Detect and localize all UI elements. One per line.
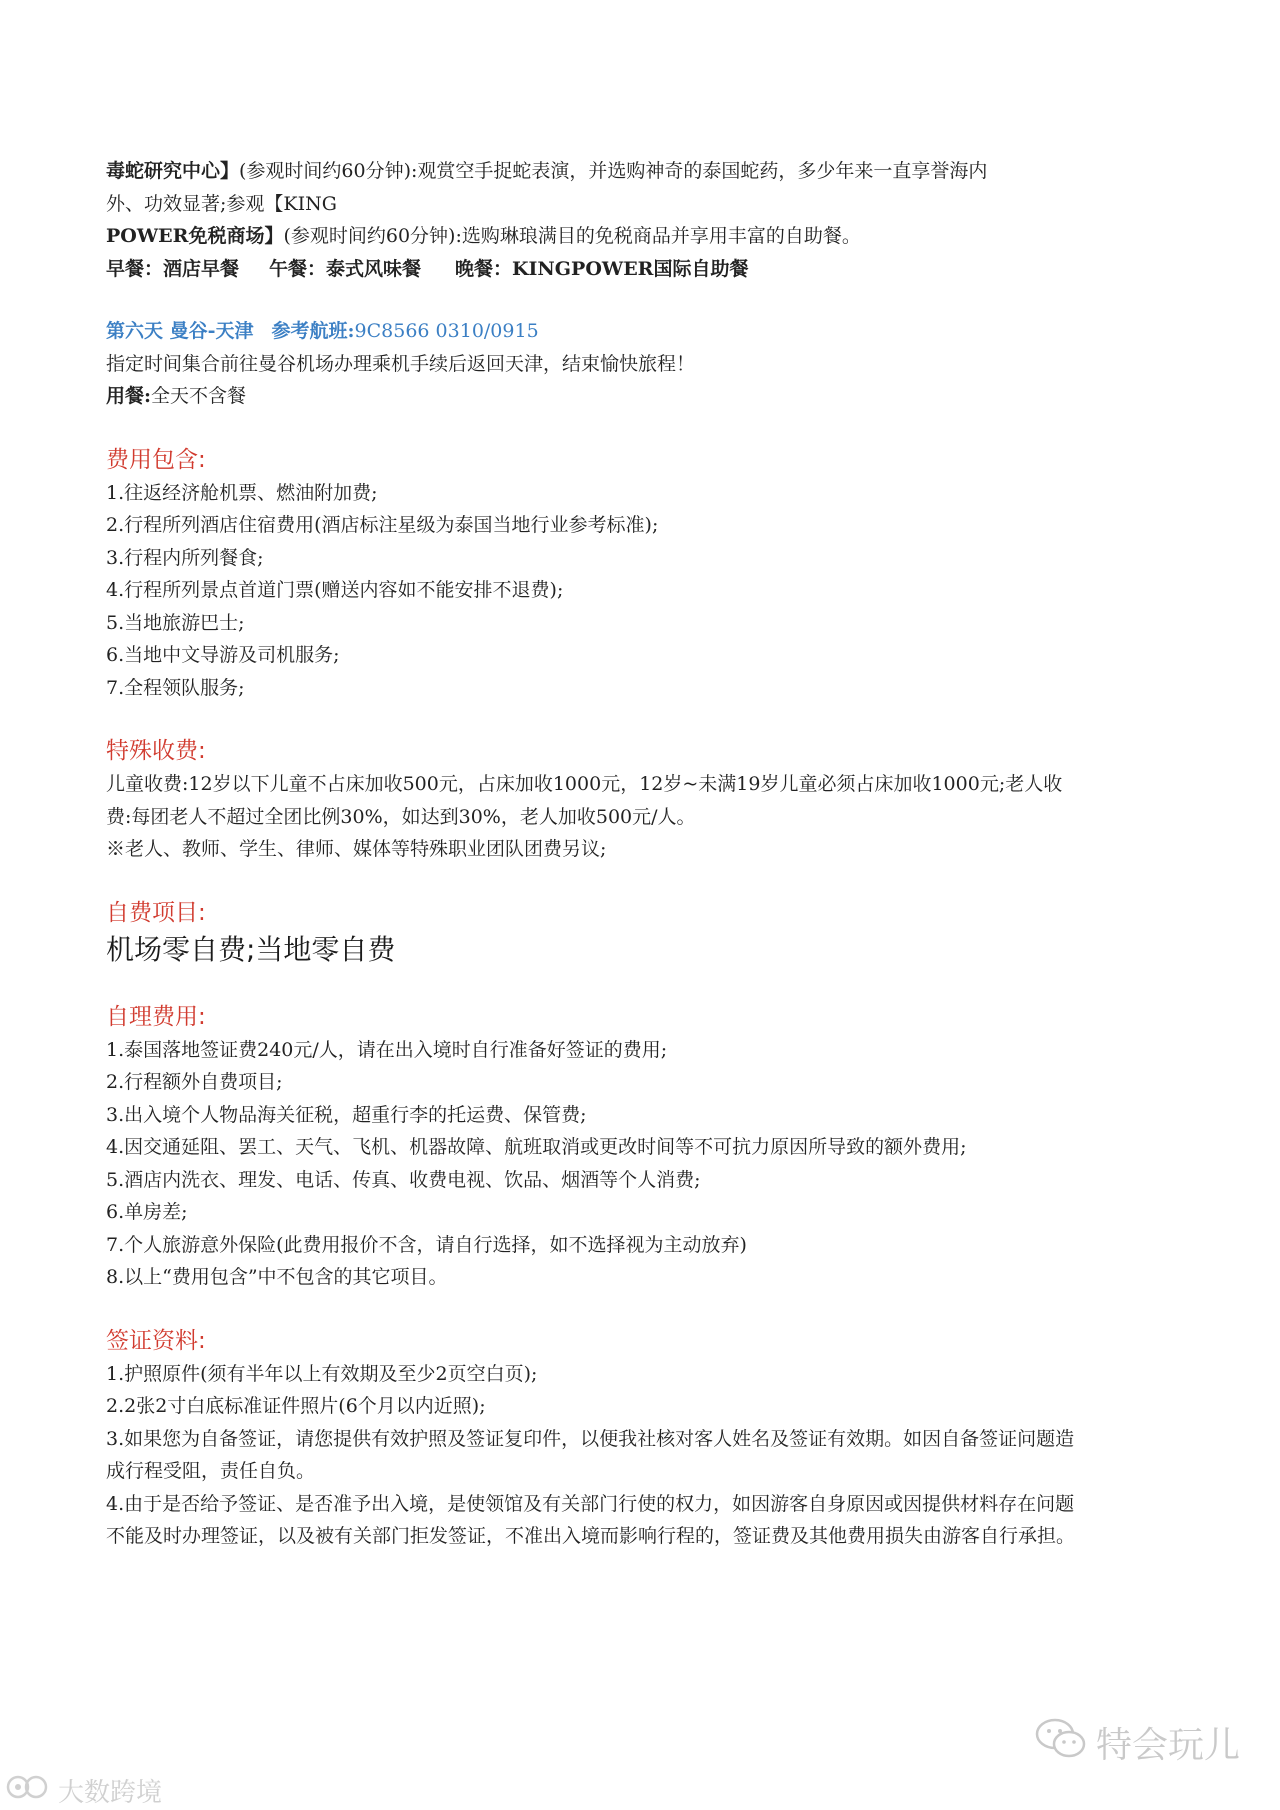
day5-line2: 外、功效显著;参观【KING bbox=[106, 192, 337, 215]
watermark-right bbox=[1034, 1716, 1240, 1769]
day5-meals bbox=[106, 253, 1106, 286]
watermark-left-text: 大数跨境 bbox=[58, 1778, 163, 1808]
flight-label: 参考航班: bbox=[271, 320, 355, 342]
special-fee-note: ※老人、教师、学生、律师、媒体等特殊职业团队团费另议; bbox=[106, 838, 607, 860]
list-item: 3.如果您为自备签证，请您提供有效护照及签证复印件，以便我社核对客人姓名及签证有效期。如因自备签证问题造成行程受阻，责任自负。 bbox=[106, 1427, 1075, 1482]
fee-included-heading: 费用包含: bbox=[106, 446, 206, 473]
day6-title: 第六天 曼谷-天津 bbox=[106, 320, 254, 342]
list-item: 8.以上“费用包含”中不包含的其它项目。 bbox=[106, 1266, 448, 1288]
list-item: 1.泰国落地签证费240元/人，请在出入境时自行准备好签证的费用; bbox=[106, 1038, 668, 1061]
wechat-icon bbox=[1034, 1716, 1088, 1769]
list-item: 6.当地中文导游及司机服务; bbox=[106, 644, 340, 666]
day5-line3: POWER免税商场】(参观时间约60分钟):选购琳琅满目的免税商品并享用丰富的自助餐。 bbox=[106, 225, 861, 247]
day6-title-line bbox=[106, 315, 1106, 348]
watermark-right-text: 特会玩儿 bbox=[1095, 1725, 1240, 1766]
itinerary-document bbox=[106, 155, 1106, 1553]
visa-list bbox=[106, 1358, 1106, 1553]
self-pay-text: 机场零自费;当地零自费 bbox=[106, 932, 396, 966]
list-item: 2.行程所列酒店住宿费用(酒店标注星级为泰国当地行业参考标准); bbox=[106, 514, 659, 536]
list-item: 4.因交通延阻、罢工、天气、飞机、机器故障、航班取消或更改时间等不可抗力原因所导致的额外费用; bbox=[106, 1136, 967, 1158]
dinner: 晚餐：KINGPOWER国际自助餐 bbox=[455, 257, 749, 280]
self-pay-heading: 自费项目: bbox=[106, 899, 206, 926]
list-item: 4.行程所列景点首道门票(赠送内容如不能安排不退费); bbox=[106, 579, 564, 601]
list-item: 7.个人旅游意外保险(此费用报价不含，请自行选择，如不选择视为主动放弃) bbox=[106, 1233, 747, 1256]
day5-line1: 毒蛇研究中心】(参观时间约60分钟):观赏空手捉蛇表演，并选购神奇的泰国蛇药，多少年来一直享誉海内 bbox=[106, 160, 988, 182]
list-item: 3.出入境个人物品海关征税，超重行李的托运费、保管费; bbox=[106, 1103, 587, 1126]
special-fee-paragraph: 儿童收费:12岁以下儿童不占床加收500元，占床加收1000元，12岁~未满19岁儿童必须占床加收1000元;老人收费:每团老人不超过全团比例30%，如达到30%，老人加收500元/人。 bbox=[106, 773, 1063, 828]
fee-included-list bbox=[106, 477, 1106, 705]
list-item: 1.护照原件(须有半年以上有效期及至少2页空白页); bbox=[106, 1362, 538, 1385]
list-item: 6.单房差; bbox=[106, 1201, 188, 1223]
list-item: 5.当地旅游巴士; bbox=[106, 611, 245, 634]
self-expense-heading: 自理费用: bbox=[106, 1003, 206, 1030]
day6-text: 指定时间集合前往曼谷机场办理乘机手续后返回天津，结束愉快旅程！ bbox=[106, 352, 696, 375]
flight-value: 9C8566 0310/0915 bbox=[354, 320, 539, 342]
list-item: 4.由于是否给予签证、是否准予出入境，是使领馆及有关部门行使的权力，如因游客自身原因或因提供材料存在问题不能及时办理签证，以及被有关部门拒发签证，不准出入境而影响行程的，签证费及其他费用损失由游客自行承担。 bbox=[106, 1492, 1076, 1547]
lunch: 午餐：泰式风味餐 bbox=[269, 257, 422, 280]
list-item: 5.酒店内洗衣、理发、电话、传真、收费电视、饮品、烟酒等个人消费; bbox=[106, 1168, 701, 1191]
list-item: 3.行程内所列餐食; bbox=[106, 546, 264, 569]
self-expense-list bbox=[106, 1034, 1106, 1294]
watermark-left bbox=[6, 1772, 162, 1809]
brand-logo-icon bbox=[6, 1772, 52, 1809]
visa-heading: 签证资料: bbox=[106, 1327, 206, 1354]
list-item: 7.全程领队服务; bbox=[106, 676, 245, 699]
list-item: 1.往返经济舱机票、燃油附加费; bbox=[106, 481, 378, 504]
list-item: 2.行程额外自费项目; bbox=[106, 1071, 283, 1093]
list-item: 2.2张2寸白底标准证件照片(6个月以内近照); bbox=[106, 1395, 486, 1417]
special-fee-heading: 特殊收费: bbox=[106, 738, 206, 764]
day6-meal: 用餐:全天不含餐 bbox=[106, 385, 247, 407]
breakfast: 早餐：酒店早餐 bbox=[106, 257, 240, 280]
